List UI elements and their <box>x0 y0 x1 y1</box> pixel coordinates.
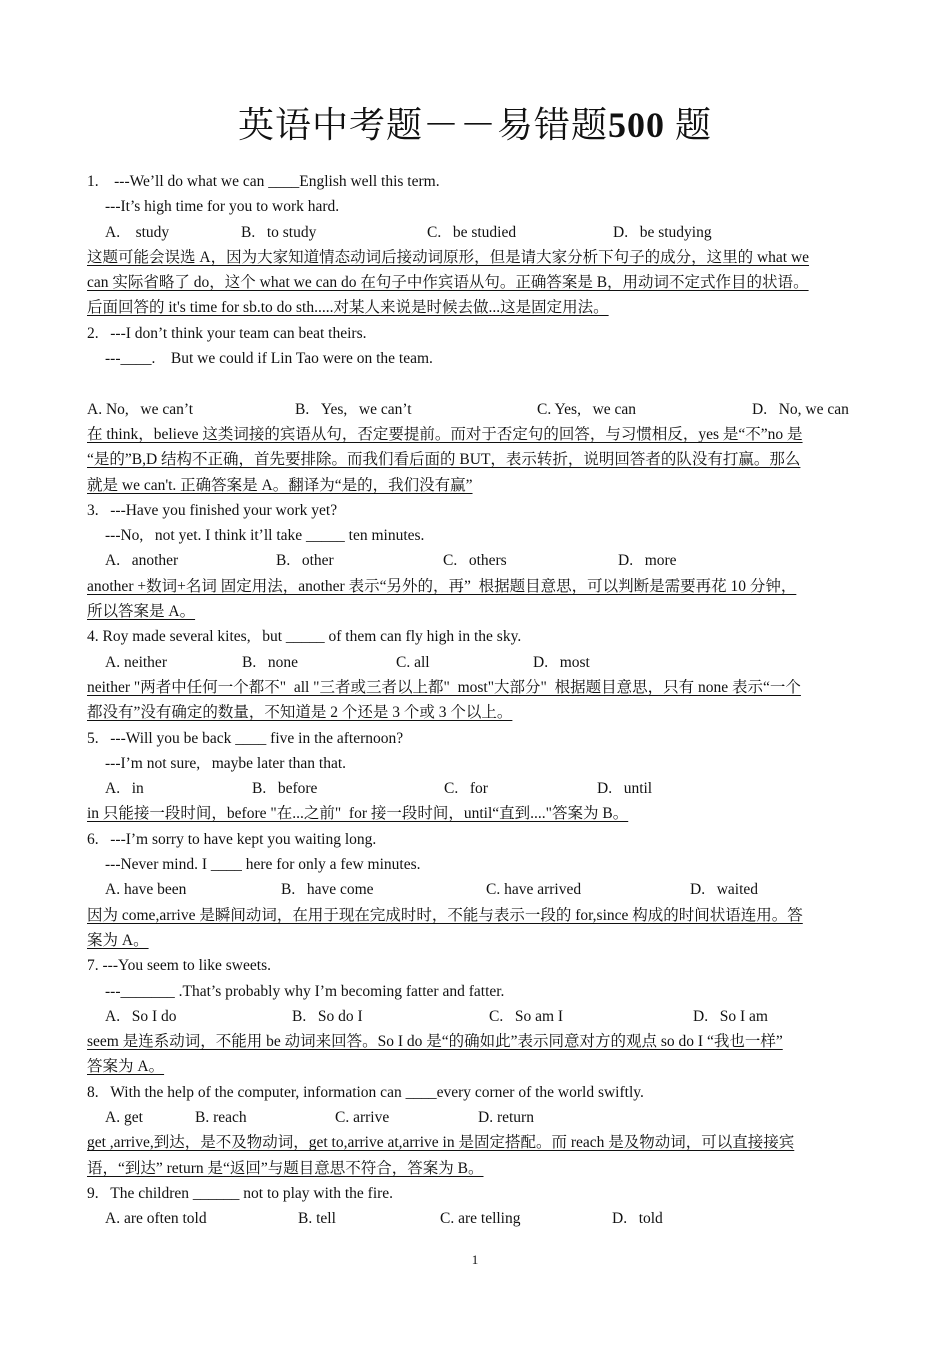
question-4 <box>87 624 867 725</box>
answer-explanation <box>87 1029 867 1080</box>
option-d: D. told <box>612 1210 663 1228</box>
question-options <box>87 877 867 902</box>
explanation-line: 因为 come,arrive 是瞬间动词，在用于现在完成时时，不能与表示一段的 for,since 构成的时间状语连用。答 <box>87 906 803 924</box>
answer-explanation <box>87 574 867 625</box>
page-title <box>0 103 950 147</box>
option-d: D. be studying <box>613 223 712 241</box>
blank-line <box>87 371 867 396</box>
option-c: C. all <box>396 653 430 671</box>
option-a: A. have been <box>105 881 187 899</box>
question-dialogue: ---I’m not sure, maybe later than that. <box>105 754 347 772</box>
option-a: A. study <box>105 223 170 241</box>
option-c: C. for <box>444 780 488 798</box>
question-stem: 6. ---I’m sorry to have kept you waiting long. <box>87 830 377 848</box>
question-2 <box>87 321 867 498</box>
explanation-line: 所以答案是 A。 <box>87 603 196 621</box>
question-dialogue: ---It’s high time for you to work hard. <box>105 198 340 216</box>
explanation-line: neither "两者中任何一个都不" all "三者或三者以上都" most"大部分" 根据题目意思，只有 none 表示“一个 <box>87 678 801 696</box>
option-a: A. So I do <box>105 1007 177 1025</box>
option-c: C. arrive <box>335 1108 390 1126</box>
question-3 <box>87 498 867 624</box>
explanation-line: 案为 A。 <box>87 931 149 949</box>
option-c: C. are telling <box>440 1210 521 1228</box>
question-options <box>87 1105 867 1130</box>
explanation-line: 在 think，believe 这类词接的宾语从句，否定要提前。而对于否定句的回答，与习惯相反，yes 是“不”no 是 <box>87 425 803 443</box>
page-number: 1 <box>471 1252 479 1267</box>
question-stem: 1. ---We’ll do what we can ____English well this term. <box>87 173 440 190</box>
question-5 <box>87 726 867 827</box>
option-b: B. tell <box>298 1210 336 1228</box>
answer-explanation <box>87 903 867 954</box>
option-d: D. waited <box>690 881 759 899</box>
question-stem: 8. With the help of the computer, information can ____every corner of the world swiftly. <box>87 1083 644 1101</box>
option-b: B. have come <box>281 881 374 899</box>
answer-explanation <box>87 801 867 826</box>
question-stem: 3. ---Have you finished your work yet? <box>87 501 338 519</box>
question-options <box>87 1206 867 1231</box>
question-stem: 7. ---You seem to like sweets. <box>87 957 271 975</box>
title-suffix: 题 <box>675 105 713 145</box>
question-options <box>87 548 867 573</box>
option-a: A. get <box>105 1108 143 1126</box>
explanation-line: 就是 we can't. 正确答案是 A。翻译为“是的，我们没有赢” <box>87 476 473 494</box>
option-b: B. Yes, we can’t <box>295 400 412 418</box>
option-a: A. another <box>105 552 179 570</box>
explanation-line: 都没有”没有确定的数量，不知道是 2 个还是 3 个或 3 个以上。 <box>87 704 513 722</box>
option-d: D. No, we can <box>752 400 849 418</box>
explanation-line: can 实际省略了 do，这个 what we can do 在句子中作宾语从句。正确答案是 B，用动词不定式作目的状语。 <box>87 274 809 292</box>
explanation-line: in 只能接一段时间，before "在...之前" for 接一段时间，until“直到...."答案为 B。 <box>87 805 629 823</box>
explanation-line: seem 是连系动词，不能用 be 动词来回答。So I do 是“的确如此”表示同意对方的观点 so do I “我也一样” <box>87 1033 783 1051</box>
option-a: A. in <box>105 780 144 798</box>
option-c: C. others <box>443 552 507 570</box>
explanation-line: 答案为 A。 <box>87 1058 165 1076</box>
question-1 <box>87 169 867 321</box>
question-stem: 2. ---I don’t think your team can beat theirs. <box>87 324 367 342</box>
answer-explanation <box>87 245 867 321</box>
option-d: D. return <box>478 1108 534 1126</box>
question-8 <box>87 1080 867 1181</box>
answer-explanation <box>87 1130 867 1181</box>
question-stem: 5. ---Will you be back ____ five in the afternoon? <box>87 729 404 747</box>
option-c: C. be studied <box>427 223 517 241</box>
option-a: A. neither <box>105 653 167 671</box>
question-list <box>87 169 867 1231</box>
explanation-line: get ,arrive,到达，是不及物动词，get to,arrive at,arrive in 是固定搭配。而 reach 是及物动词，可以直接接宾 <box>87 1134 795 1152</box>
option-d: D. more <box>618 552 677 570</box>
option-d: D. So I am <box>693 1007 768 1025</box>
option-c: C. Yes, we can <box>537 400 637 418</box>
option-d: D. most <box>533 653 590 671</box>
question-options <box>87 1004 867 1029</box>
option-c: C. So am I <box>489 1007 564 1025</box>
option-b: B. none <box>242 653 298 671</box>
explanation-line: 这题可能会误选 A，因为大家知道情态动词后接动词原形，但是请大家分析下句子的成分，这里的 what we <box>87 248 810 266</box>
explanation-line: “是的”B,D 结构不正确，首先要排除。而我们看后面的 BUT，表示转折，说明回答者的队没有打赢。那么 <box>87 451 801 469</box>
option-a: A. are often told <box>105 1210 207 1228</box>
option-b: B. other <box>276 552 334 570</box>
question-options <box>87 776 867 801</box>
question-stem: 9. The children ______ not to play with the fire. <box>87 1184 394 1202</box>
option-b: B. before <box>252 780 318 798</box>
question-dialogue: ---____. But we could if Lin Tao were on the team. <box>105 350 433 368</box>
option-b: B. to study <box>241 223 317 241</box>
explanation-line: 语，“到达” return 是“返回”与题目意思不符合，答案为 B。 <box>87 1159 484 1177</box>
option-c: C. have arrived <box>486 881 582 899</box>
question-dialogue: ---_______ .That’s probably why I’m becoming fatter and fatter. <box>105 982 505 1000</box>
title-text: 英语中考题－－易错题 <box>237 105 608 145</box>
explanation-line: another +数词+名词 固定用法，another 表示“另外的，再” 根据题目意思，可以判断是需要再花 10 分钟， <box>87 577 797 595</box>
question-options <box>87 397 867 422</box>
question-options <box>87 650 867 675</box>
question-dialogue: ---Never mind. I ____ here for only a few minutes. <box>105 856 421 874</box>
question-7 <box>87 953 867 1079</box>
question-stem: 4. Roy made several kites, but _____ of them can fly high in the sky. <box>87 628 522 646</box>
question-6 <box>87 827 867 953</box>
option-b: B. So do I <box>292 1007 363 1025</box>
option-a: A. No, we can’t <box>87 400 194 418</box>
question-dialogue: ---No, not yet. I think it’ll take _____ ten minutes. <box>105 527 425 545</box>
title-number: 500 <box>608 105 665 145</box>
option-d: D. until <box>597 780 653 798</box>
option-b: B. reach <box>195 1108 247 1126</box>
explanation-line: 后面回答的 it's time for sb.to do sth.....对某人来说是时候去做...这是固定用法。 <box>87 299 609 317</box>
question-9 <box>87 1181 867 1232</box>
answer-explanation <box>87 675 867 726</box>
answer-explanation <box>87 422 867 498</box>
question-options <box>87 220 867 245</box>
